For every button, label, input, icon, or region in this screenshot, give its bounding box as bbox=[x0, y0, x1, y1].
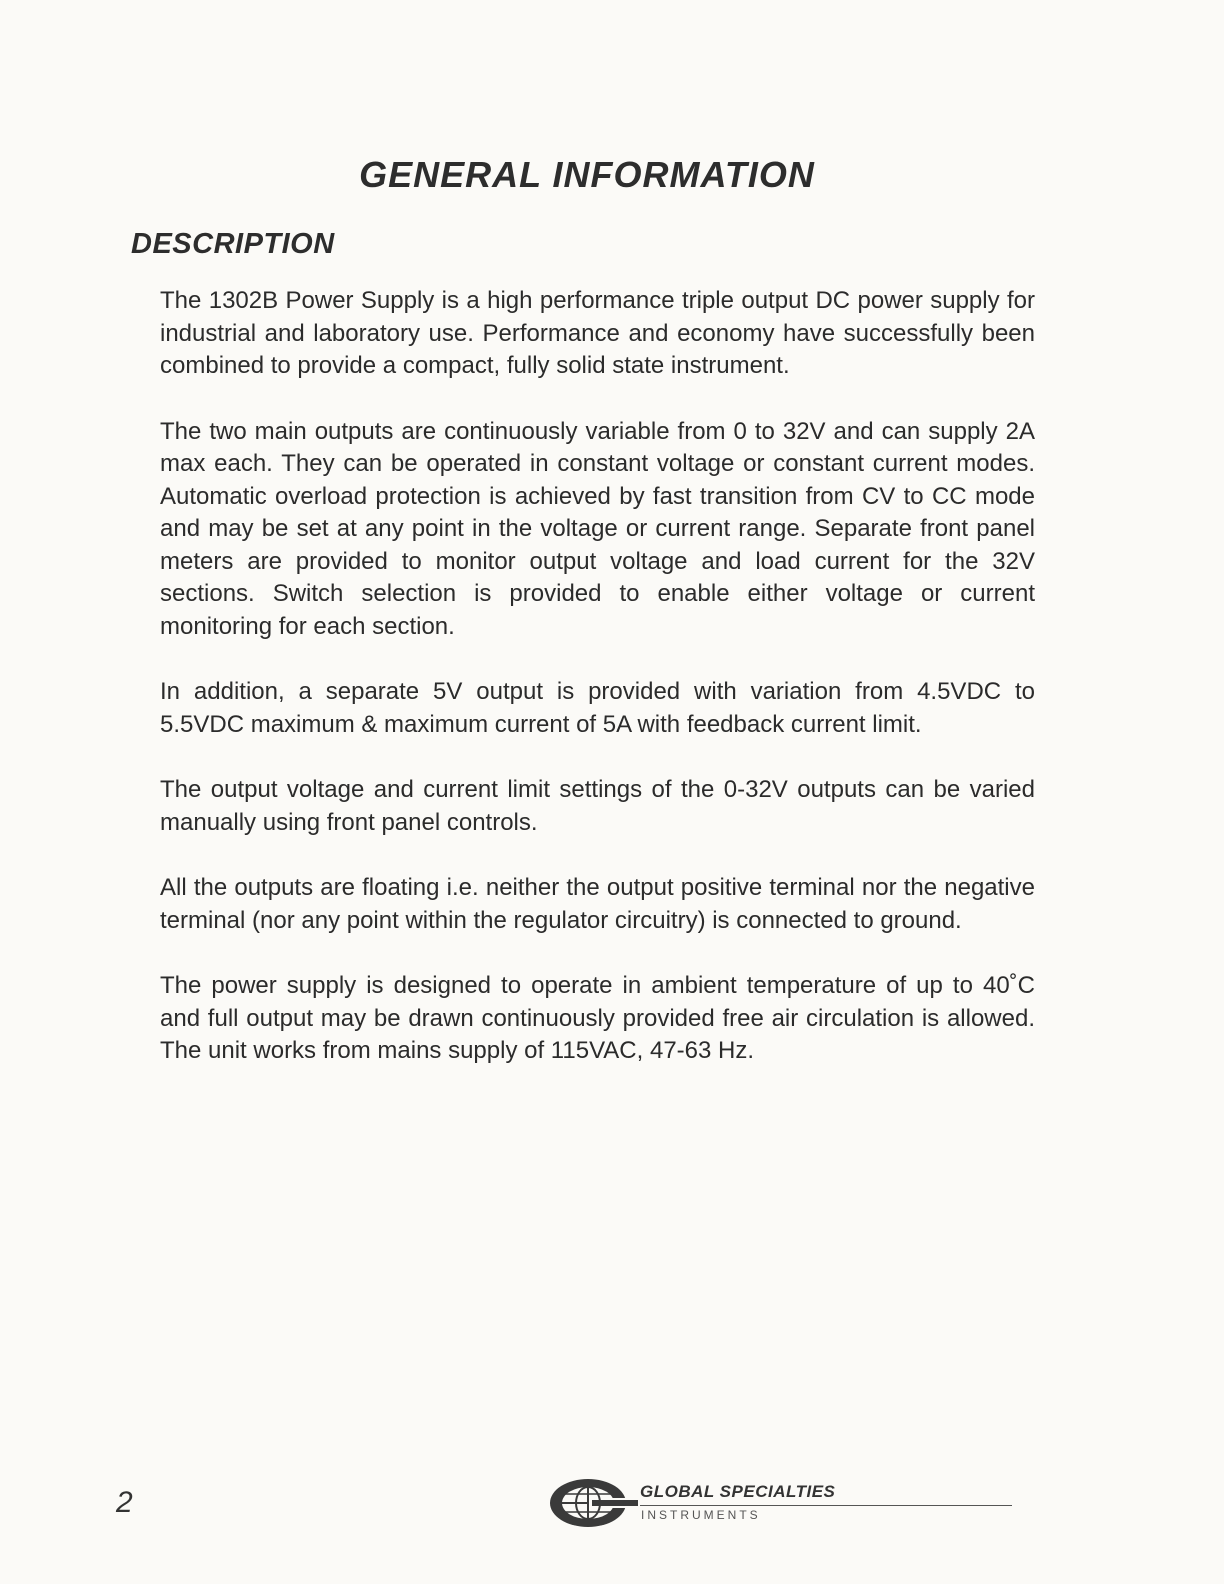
section-heading-description: DESCRIPTION bbox=[131, 228, 335, 260]
global-specialties-logo-icon bbox=[548, 1476, 638, 1530]
description-body bbox=[160, 285, 1035, 1101]
paragraph-controls: The output voltage and current limit settings of the 0-32V outputs can be varied manually using front panel controls. bbox=[160, 776, 1035, 836]
brand-name: GLOBAL SPECIALTIES bbox=[640, 1482, 836, 1501]
brand-subtitle: INSTRUMENTS bbox=[641, 1508, 761, 1522]
brand-divider bbox=[640, 1505, 1012, 1506]
paragraph-floating-outputs: All the outputs are floating i.e. neither the output positive terminal nor the negative terminal (nor any point within the regulator circuitry) is connected to ground. bbox=[160, 874, 1035, 934]
page-number: 2 bbox=[116, 1486, 133, 1519]
paragraph-overview: The 1302B Power Supply is a high performance triple output DC power supply for industrial and laboratory use. Performance and economy have successfully been combined to provide a compact, fully solid state instrument. bbox=[160, 287, 1035, 379]
paragraph-5v-output: In addition, a separate 5V output is provided with variation from 4.5VDC to 5.5VDC maximum & maximum current of 5A with feedback current limit. bbox=[160, 678, 1035, 738]
paragraph-operating-conditions: The power supply is designed to operate in ambient temperature of up to 40˚C and full output may be drawn continuously provided free air circulation is allowed. The unit works from mains supply of 115VAC, 47-63 Hz. bbox=[160, 972, 1035, 1064]
page-title: GENERAL INFORMATION bbox=[359, 154, 815, 195]
paragraph-main-outputs: The two main outputs are continuously variable from 0 to 32V and can supply 2A max each. They can be operated in constant voltage or constant current modes. Automatic overload protection is achieved by fast transition from CV to CC mode and may be set at any point in the voltage or current range. Separate front panel meters are provided to monitor output voltage and load current for the 32V sections. Switch selection is provided to enable either voltage or current monitoring for each section. bbox=[160, 417, 1035, 640]
